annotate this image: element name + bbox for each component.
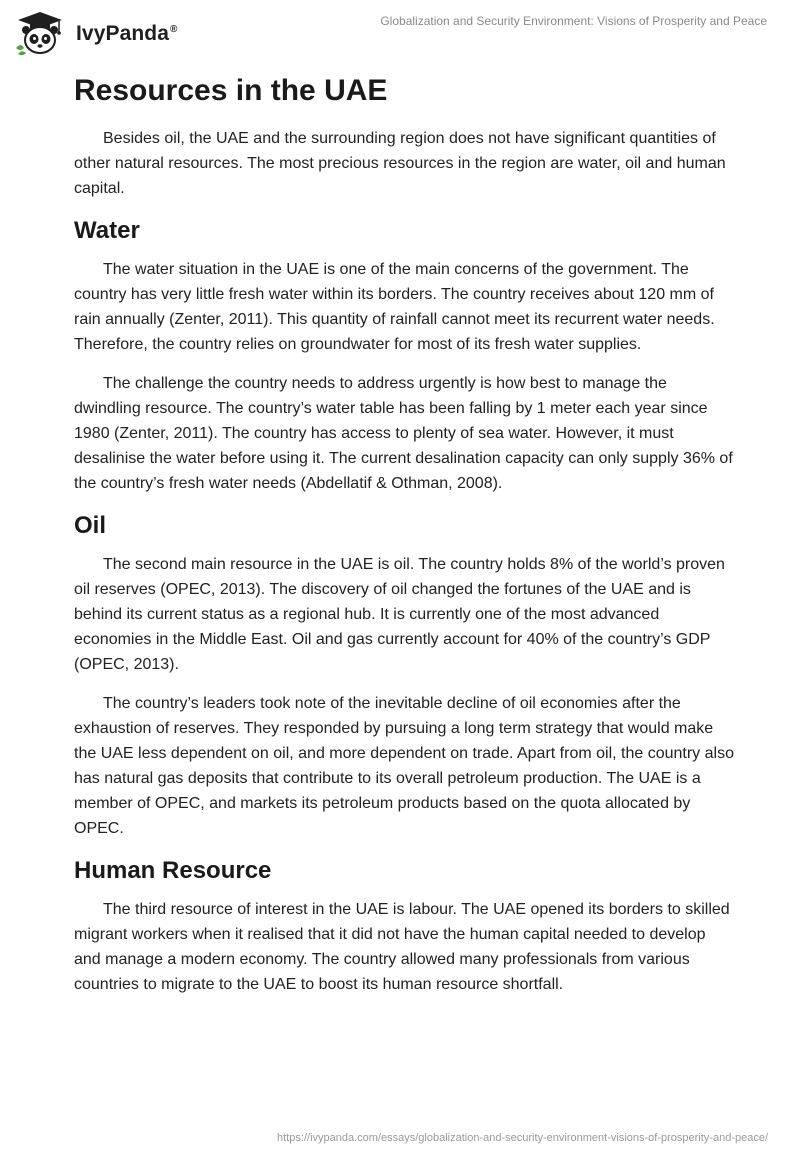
intro-paragraph: Besides oil, the UAE and the surrounding region does not have significant quantities of other natural resources. The most precious resources in the region are water, oil and human capital. <box>74 130 726 197</box>
brand-logo[interactable] <box>14 9 177 57</box>
paragraph: The second main resource in the UAE is oil. The country holds 8% of the world’s proven oil reserves (OPEC, 2013). The discovery of oil changed the fortunes of the UAE and is behind its current status as a regional hub. It is currently one of the most advanced economies in the Middle East. Oil and gas currently account for 40% of the country’s GDP (OPEC, 2013). <box>74 556 725 673</box>
section-heading-oil: Oil <box>74 512 107 539</box>
running-title: Globalization and Security Environment: Visions of Prosperity and Peace <box>380 14 767 28</box>
document-body <box>74 72 734 1011</box>
section-heading-human-resource: Human Resource <box>74 857 272 884</box>
paragraph: The country’s leaders took note of the inevitable decline of oil economies after the exhaustion of reserves. They responded by pursuing a long term strategy that would make the UAE less dependent on oil, and more dependent on trade. Apart from oil, the country also has natural gas deposits that contribute to its overall petroleum production. The UAE is a member of OPEC, and markets its petroleum products based on the quota allocated by OPEC. <box>74 695 734 837</box>
paragraph: The water situation in the UAE is one of the main concerns of the government. The country has very little fresh water within its borders. The country receives about 120 mm of rain annually (Zenter, 2011). This quantity of rainfall cannot meet its recurrent water needs. Therefore, the country relies on groundwater for most of its fresh water supplies. <box>74 261 715 353</box>
brand-name: IvyPanda® <box>76 22 178 45</box>
paragraph: The third resource of interest in the UAE is labour. The UAE opened its borders to skilled migrant workers when it realised that it did not have the human capital needed to develop and manage a modern economy. The country allowed many professionals from various countries to migrate to the UAE to boost its human resource shortfall. <box>74 901 730 993</box>
panda-graduate-icon <box>14 10 66 56</box>
section-human-resource <box>74 855 734 997</box>
section-heading-water: Water <box>74 217 140 244</box>
source-url-link[interactable]: https://ivypanda.com/essays/globalization-and-security-environment-visions-of-prosperity-and-peace/ <box>277 1132 768 1144</box>
paragraph: The challenge the country needs to address urgently is how best to manage the dwindling resource. The country’s water table has been falling by 1 meter each year since 1980 (Zenter, 2011). The country has access to plenty of sea water. However, it must desalinise the water before using it. The current desalination capacity can only supply 36% of the country’s fresh water needs (Abdellatif & Othman, 2008). <box>74 375 733 492</box>
page-header <box>0 0 800 64</box>
section-oil <box>74 510 734 841</box>
page-title: Resources in the UAE <box>74 74 388 107</box>
registered-mark: ® <box>170 24 178 35</box>
section-water <box>74 215 734 496</box>
